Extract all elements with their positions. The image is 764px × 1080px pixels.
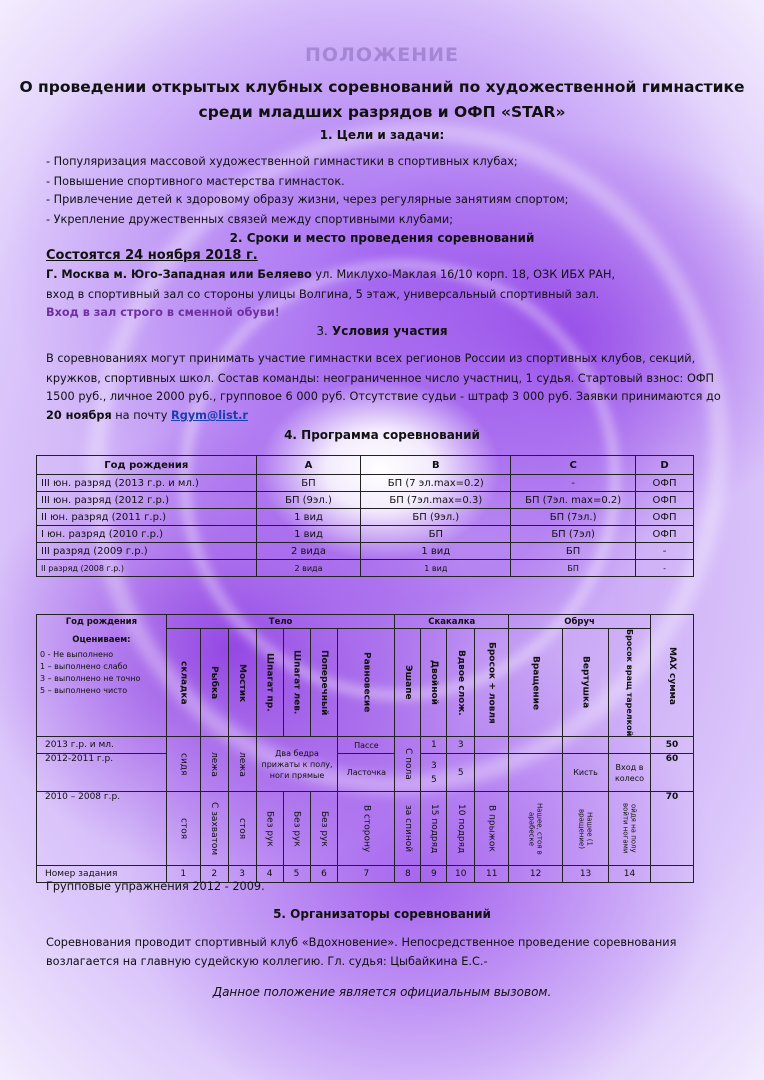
table-cell: БП (7эл.) xyxy=(511,509,636,526)
element-label: Бросок + ловля xyxy=(486,641,497,724)
table-cell: 1 вид xyxy=(361,543,511,560)
cell-text: лежа xyxy=(237,751,248,777)
table-cell: БП (7 эл.max=0.2) xyxy=(361,475,511,492)
goal-item: - Привлечение детей к здоровому образу жизни, через регулярные занятиям спортом; xyxy=(46,193,569,206)
cell-text: Без рук xyxy=(264,810,275,847)
table-cell: БП xyxy=(256,475,361,492)
table-cell: Пассе xyxy=(338,737,395,754)
table-cell: Вход в колесо xyxy=(609,754,651,792)
eval-item: 0 - Не выполнено xyxy=(40,650,114,659)
task-number: 13 xyxy=(563,866,609,883)
table-cell xyxy=(200,792,228,866)
section5-heading: 5. Организаторы соревнований xyxy=(273,907,491,921)
cell-text: 15 подряд xyxy=(428,804,439,854)
max-cell: 50 xyxy=(650,737,693,754)
element-header xyxy=(421,629,447,737)
table-cell: БП (7эл) xyxy=(511,526,636,543)
table-cell: III разряд (2009 г.р.) xyxy=(37,543,257,560)
table-cell xyxy=(283,792,310,866)
task-number: 12 xyxy=(509,866,563,883)
table-cell: БП (7эл.max=0.3) xyxy=(361,492,511,509)
element-label: Мостик xyxy=(237,663,248,702)
task-number: 7 xyxy=(338,866,395,883)
table-cell: 1 вид xyxy=(256,509,361,526)
element-label: Бросок вращ тарелкой xyxy=(624,629,634,737)
cell-text: С пола xyxy=(402,748,413,781)
element-label: Поперечный xyxy=(318,649,329,716)
element-label: Шпагат лев. xyxy=(291,650,302,715)
table-cell xyxy=(509,792,563,866)
element-label: Вдвое слож. xyxy=(455,649,466,716)
table-cell xyxy=(338,792,395,866)
table-cell: 3 xyxy=(447,737,475,754)
task-number: 2 xyxy=(200,866,228,883)
table-cell: 2 вида xyxy=(256,543,361,560)
table-cell: БП xyxy=(511,560,636,577)
section4-heading: 4. Программа соревнований xyxy=(284,428,480,442)
element-header xyxy=(509,629,563,737)
element-label: Двойной xyxy=(428,660,439,706)
eval-legend xyxy=(40,649,163,697)
element-label: Шпагат пр. xyxy=(264,653,275,712)
table-row xyxy=(37,754,694,792)
table-cell: 1 вид xyxy=(361,560,511,577)
task-number: 11 xyxy=(475,866,509,883)
table-cell: БП (9эл.) xyxy=(361,509,511,526)
organizers-line: возлагается на главную судейскую коллегию. Гл. судья: Цыбайкина Е.С.- xyxy=(46,955,488,968)
deadline-text: на почту xyxy=(111,409,172,422)
task-number: 8 xyxy=(395,866,421,883)
task-label: Номер задания xyxy=(37,866,167,883)
title-line-2: среди младших разрядов и ОФП «STAR» xyxy=(198,103,566,121)
task-number: 14 xyxy=(609,866,651,883)
table-cell: I юн. разряд (2010 г.р.) xyxy=(37,526,257,543)
table-cell: ОФП xyxy=(636,526,694,543)
element-header xyxy=(200,629,228,737)
table-cell: - xyxy=(636,543,694,560)
cell-text: Нашее (1 вращение) xyxy=(577,808,594,849)
table-cell: III юн. разряд (2012 г.р.) xyxy=(37,492,257,509)
section3-title: Условия участия xyxy=(332,324,448,338)
table-cell xyxy=(395,792,421,866)
place-city: Г. Москва м. Юго-Западная или Беляево xyxy=(46,268,312,281)
table-row xyxy=(37,792,694,866)
table-row xyxy=(37,543,694,560)
cell-text: Без рук xyxy=(318,810,329,847)
table-cell xyxy=(563,737,609,754)
table-cell: II юн. разряд (2011 г.р.) xyxy=(37,509,257,526)
element-label: Равновесие xyxy=(361,652,372,713)
table-cell: 3 5 xyxy=(421,754,447,792)
eval-item: 3 – выполнено не точно xyxy=(40,674,141,683)
element-header xyxy=(563,629,609,737)
table-cell xyxy=(475,792,509,866)
table-cell xyxy=(475,754,509,792)
cell-text: за спиной xyxy=(402,805,413,853)
task-number: 10 xyxy=(447,866,475,883)
cell-text: С захватом xyxy=(209,802,220,856)
column-header: D xyxy=(636,456,694,475)
column-header: B xyxy=(361,456,511,475)
elements-group-row xyxy=(37,615,694,629)
element-header xyxy=(228,629,256,737)
element-header xyxy=(447,629,475,737)
table-cell xyxy=(509,737,563,754)
max-label: МАХ сумма xyxy=(666,646,677,705)
event-date: Состоятся 24 ноября 2018 г. xyxy=(46,248,258,263)
element-header xyxy=(395,629,421,737)
eval-title: Оцениваем: xyxy=(72,635,131,645)
entrance-info: вход в спортивный зал со стороны улицы Волгина, 5 этаж, универсальный спортивный зал. xyxy=(46,288,600,301)
conditions-line xyxy=(46,409,248,422)
element-header xyxy=(310,629,338,737)
table-cell: ОФП xyxy=(636,509,694,526)
table-cell xyxy=(609,792,651,866)
table-cell xyxy=(166,737,200,792)
cell-text: ойдя на полу войти ногами xyxy=(621,803,638,854)
table-cell xyxy=(509,754,563,792)
element-header xyxy=(338,629,395,737)
table-cell: III юн. разряд (2013 г.р. и мл.) xyxy=(37,475,257,492)
official-call-note: Данное положение является официальным вызовом. xyxy=(212,985,552,999)
table-row xyxy=(37,492,694,509)
element-label: складка xyxy=(178,660,189,705)
element-header xyxy=(256,629,283,737)
shoes-note-end: ! xyxy=(274,306,280,319)
element-header xyxy=(475,629,509,737)
section3-number: 3. xyxy=(316,324,328,338)
column-header: Год рождения xyxy=(37,456,257,475)
max-header xyxy=(650,615,693,737)
element-header xyxy=(166,629,200,737)
goal-item: - Популяризация массовой художественной гимнастики в спортивных клубах; xyxy=(46,155,518,168)
table-cell xyxy=(421,792,447,866)
conditions-line: 1500 руб., личное 2000 руб., групповое 6 000 руб. Отсутствие судьи - штраф 3 000 руб. Заявки принимаются до xyxy=(46,390,721,403)
task-number: 5 xyxy=(283,866,310,883)
table-cell: - xyxy=(511,475,636,492)
goal-item: - Укрепление дружественных связей между спортивными клубами; xyxy=(46,213,454,226)
cell-text: Нашее, стоя в арабеске xyxy=(527,802,544,855)
table-row xyxy=(37,526,694,543)
table-cell: 5 xyxy=(447,754,475,792)
table-cell xyxy=(200,737,228,792)
table-cell xyxy=(166,792,200,866)
group-rope: Скакалка xyxy=(395,615,509,629)
task-number: 1 xyxy=(166,866,200,883)
cell-text: 10 подряд xyxy=(455,804,466,854)
email-link[interactable]: Rgym@list.r xyxy=(171,409,248,422)
place-address: ул. Миклухо-Маклая 16/10 корп. 18, ОЗК ИБХ РАН, xyxy=(311,268,616,281)
table-cell: Ласточка xyxy=(338,754,395,792)
cell-text: Без рук xyxy=(291,810,302,847)
element-label: Вертушка xyxy=(580,656,591,709)
element-header xyxy=(609,629,651,737)
table-cell: - xyxy=(636,560,694,577)
ghost-title: ПОЛОЖЕНИЕ xyxy=(304,44,459,66)
cell-text: сидя xyxy=(178,752,189,776)
element-label: Эшапе xyxy=(402,665,413,700)
organizers-line: Соревнования проводит спортивный клуб «Вдохновение». Непосредственное проведение соревнования xyxy=(46,936,677,949)
table-row xyxy=(37,509,694,526)
eval-item: 1 – выполнено слабо xyxy=(40,662,128,671)
table-cell xyxy=(650,866,693,883)
task-number: 3 xyxy=(228,866,256,883)
split-note: Два бедра прижаты к полу, ноги прямые xyxy=(256,737,338,792)
task-number: 6 xyxy=(310,866,338,883)
table-row xyxy=(37,737,694,754)
group-body: Тело xyxy=(166,615,395,629)
eval-item: 5 – выполнено чисто xyxy=(40,686,128,695)
table-cell: БП xyxy=(511,543,636,560)
conditions-line: кружков, спортивных школ. Состав команды: неограниченное число участниц, 1 судья. Стартовый взнос: ОФП xyxy=(46,372,715,385)
table-cell: ОФП xyxy=(636,492,694,509)
program-table-header xyxy=(37,456,694,475)
year-cell: 2010 – 2008 г.р. xyxy=(37,792,167,866)
table-cell xyxy=(256,792,283,866)
task-number: 4 xyxy=(256,866,283,883)
table-row xyxy=(37,560,694,577)
table-cell xyxy=(447,792,475,866)
group-exercise-note: Групповые упражнения 2012 - 2009. xyxy=(46,880,265,893)
table-cell: Кисть xyxy=(563,754,609,792)
section3-heading xyxy=(0,324,764,338)
task-number: 9 xyxy=(421,866,447,883)
deadline-date: 20 ноября xyxy=(46,409,112,422)
max-cell: 60 xyxy=(650,754,693,792)
column-header: C xyxy=(511,456,636,475)
table-cell xyxy=(310,792,338,866)
element-label: Вращение xyxy=(530,655,541,710)
table-cell: 1 xyxy=(421,737,447,754)
table-cell: ОФП xyxy=(636,475,694,492)
year-header: Год рождения xyxy=(65,617,138,627)
cell-text: лежа xyxy=(209,751,220,777)
table-cell xyxy=(563,792,609,866)
year-cell: 2013 г.р. и мл. xyxy=(37,737,167,754)
program-table xyxy=(36,455,694,577)
group-hoop: Обруч xyxy=(509,615,651,629)
year-header-cell xyxy=(37,615,167,737)
cell-text: В прыжок xyxy=(486,805,497,853)
table-cell: 1 вид xyxy=(256,526,361,543)
cell-text: В сторону xyxy=(361,805,372,853)
table-cell: БП (9эл.) xyxy=(256,492,361,509)
goal-item: - Повышение спортивного мастерства гимнасток. xyxy=(46,175,345,188)
element-label: Рыбка xyxy=(209,665,220,700)
table-cell: II разряд (2008 г.р.) xyxy=(37,560,257,577)
table-cell: БП (7эл. max=0.2) xyxy=(511,492,636,509)
shoes-note-text: Вход в зал строго в сменной обуви xyxy=(46,306,275,319)
table-cell: БП xyxy=(361,526,511,543)
table-cell xyxy=(395,737,421,792)
element-header xyxy=(283,629,310,737)
table-row xyxy=(37,475,694,492)
table-cell xyxy=(228,737,256,792)
event-place xyxy=(46,268,615,281)
title-line-1: О проведении открытых клубных соревнований по художественной гимнастике xyxy=(19,78,745,96)
section2-heading: 2. Сроки и место проведения соревнований xyxy=(229,231,535,245)
cell-text: стоя xyxy=(178,818,189,840)
shoes-note xyxy=(46,306,279,319)
column-header: A xyxy=(256,456,361,475)
table-cell xyxy=(228,792,256,866)
table-cell xyxy=(609,737,651,754)
year-cell: 2012-2011 г.р. xyxy=(37,754,167,792)
elements-table xyxy=(36,614,694,883)
section1-heading: 1. Цели и задачи: xyxy=(319,128,445,142)
cell-text: стоя xyxy=(237,818,248,840)
conditions-line: В соревнованиях могут принимать участие гимнастки всех регионов России из спортивных клубов, секций, xyxy=(46,352,696,365)
table-cell: 2 вида xyxy=(256,560,361,577)
table-cell xyxy=(475,737,509,754)
max-cell: 70 xyxy=(650,792,693,866)
